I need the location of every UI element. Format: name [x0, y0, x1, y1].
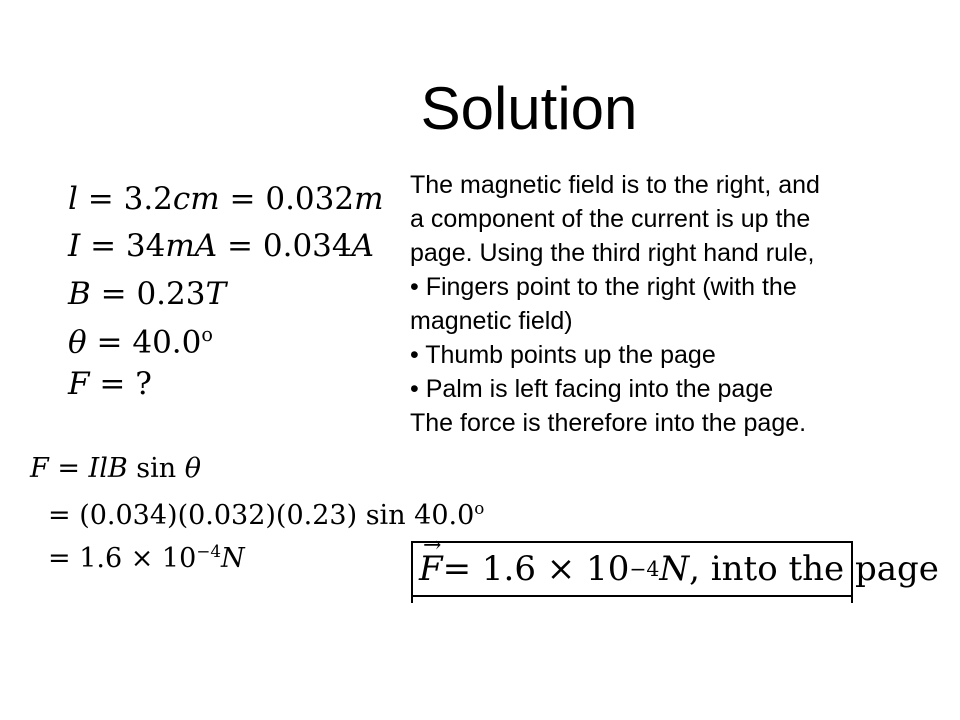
answer-direction: , into the page — [689, 549, 939, 589]
calc-equals: = — [48, 453, 89, 484]
calc-result-unit: N — [220, 543, 245, 575]
calc-sin: sin — [127, 453, 185, 484]
calc-substitution — [48, 498, 485, 532]
given-angle — [68, 325, 213, 359]
degree-mark: o — [201, 323, 213, 346]
explanation-line: The magnetic field is to the right, and — [410, 171, 820, 199]
force-vector-symbol: → F — [419, 549, 443, 589]
angle-value: = 40.0 — [86, 324, 202, 361]
force-symbol: F — [68, 366, 90, 402]
given-current — [68, 228, 375, 264]
field-value: = 0.23 — [90, 276, 206, 312]
angle-symbol: θ — [68, 324, 87, 361]
field-unit: T — [205, 276, 227, 312]
calc-degree-mark: o — [474, 498, 485, 518]
length-symbol: l — [68, 181, 78, 217]
calc-result — [48, 541, 245, 575]
answer-unit: N — [659, 549, 690, 589]
explanation-text — [410, 168, 950, 440]
final-answer-box — [411, 541, 939, 597]
box-tick-right — [851, 595, 853, 603]
calc-lhs: F — [30, 453, 49, 484]
given-force — [68, 366, 152, 402]
given-field — [68, 276, 227, 312]
explanation-line: a component of the current is up the — [410, 205, 811, 233]
explanation-bullet: • Thumb points up the page — [410, 341, 716, 369]
current-value-ma: = 34 — [80, 228, 166, 264]
current-symbol: I — [68, 228, 81, 264]
explanation-line: The force is therefore into the page. — [410, 409, 807, 437]
explanation-bullet: • Fingers point to the right (with the — [410, 273, 797, 301]
explanation-line: page. Using the third right hand rule, — [410, 239, 815, 267]
answer-value: = 1.6 × 10 — [442, 549, 630, 589]
calc-result-text: = 1.6 × 10 — [48, 543, 197, 575]
current-unit-a: A — [351, 228, 375, 264]
slide-title: Solution — [420, 75, 638, 142]
given-length — [68, 181, 384, 217]
answer-exponent: −4 — [629, 557, 660, 581]
calc-vars: IlB — [88, 453, 128, 484]
explanation-line: magnetic field) — [410, 307, 573, 335]
calc-theta: θ — [184, 453, 201, 484]
field-symbol: B — [68, 276, 91, 312]
calc-formula — [30, 455, 201, 482]
explanation-bullet: • Palm is left facing into the page — [410, 375, 774, 403]
current-value-a: = 0.034 — [217, 228, 352, 264]
calc-result-exponent: −4 — [196, 541, 221, 561]
force-unknown: = ? — [89, 366, 152, 402]
length-value-cm: = 3.2 — [77, 181, 173, 217]
box-tick-left — [411, 595, 413, 603]
calc-substitution-text: = (0.034)(0.032)(0.23) sin 40.0 — [48, 500, 475, 532]
length-unit-m: m — [354, 181, 384, 217]
length-value-m: = 0.032 — [219, 181, 355, 217]
current-unit-ma: mA — [165, 228, 218, 264]
length-unit-cm: cm — [172, 181, 220, 217]
